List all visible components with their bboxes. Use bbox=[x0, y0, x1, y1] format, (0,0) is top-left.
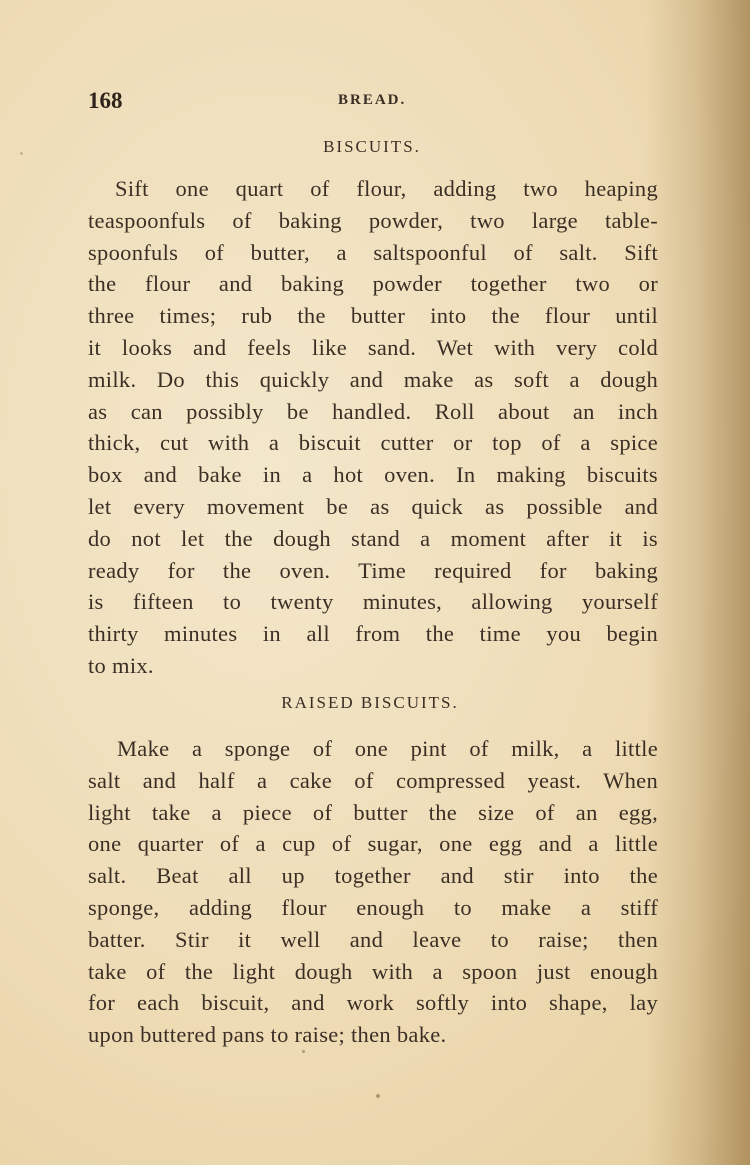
paper-speck bbox=[302, 1050, 305, 1053]
text-line: to mix. bbox=[88, 652, 154, 678]
page-header bbox=[88, 88, 658, 118]
text-line: thirty minutes in all from the time you begin bbox=[88, 621, 658, 647]
text-line: the flour and baking powder together two or bbox=[88, 271, 658, 297]
text-line: thick, cut with a biscuit cutter or top of a spice bbox=[88, 430, 658, 456]
text-line: ready for the oven. Time required for baking bbox=[88, 557, 658, 583]
text-line: milk. Do this quickly and make as soft a dough bbox=[88, 366, 658, 392]
paragraph-biscuits bbox=[88, 173, 658, 682]
paper-speck bbox=[20, 152, 23, 155]
section-heading-biscuits bbox=[0, 137, 750, 157]
text-line: as can possibly be handled. Roll about an inch bbox=[88, 398, 658, 424]
text-line: spoonfuls of butter, a saltspoonful of salt. Sift bbox=[88, 239, 658, 265]
text-line: is fifteen to twenty minutes, allowing yourself bbox=[88, 589, 658, 615]
text-line: take of the light dough with a spoon just enough bbox=[88, 958, 658, 984]
running-title: BREAD. bbox=[338, 92, 407, 108]
page-number: 168 bbox=[88, 88, 123, 113]
section-heading-raised-biscuits bbox=[0, 693, 750, 713]
text-line: teaspoonfuls of baking powder, two large table- bbox=[88, 207, 658, 233]
text-line: salt. Beat all up together and stir into the bbox=[88, 863, 658, 889]
text-line: for each biscuit, and work softly into shape, lay bbox=[88, 990, 658, 1016]
text-line: upon buttered pans to raise; then bake. bbox=[88, 1022, 447, 1048]
text-line: sponge, adding flour enough to make a stiff bbox=[88, 894, 658, 920]
text-line: three times; rub the butter into the flour until bbox=[88, 303, 658, 329]
text-line: box and bake in a hot oven. In making biscuits bbox=[88, 462, 658, 488]
paragraph-raised-biscuits bbox=[88, 733, 658, 1051]
text-line: it looks and feels like sand. Wet with very cold bbox=[88, 334, 658, 360]
text-line: do not let the dough stand a moment after it is bbox=[88, 525, 658, 551]
text-line: salt and half a cake of compressed yeast. When bbox=[88, 767, 658, 793]
paper-speck bbox=[376, 1094, 380, 1098]
text-line: one quarter of a cup of sugar, one egg and a little bbox=[88, 831, 658, 857]
text-line: Sift one quart of flour, adding two heaping bbox=[115, 176, 658, 201]
text-line: let every movement be as quick as possible and bbox=[88, 493, 658, 519]
text-line: batter. Stir it well and leave to raise; then bbox=[88, 926, 658, 952]
section-heading-text: BISCUITS. bbox=[323, 137, 421, 156]
text-line: light take a piece of butter the size of an egg, bbox=[88, 799, 658, 825]
section-heading-text: RAISED BISCUITS. bbox=[281, 693, 459, 712]
text-line: Make a sponge of one pint of milk, a little bbox=[117, 736, 658, 761]
